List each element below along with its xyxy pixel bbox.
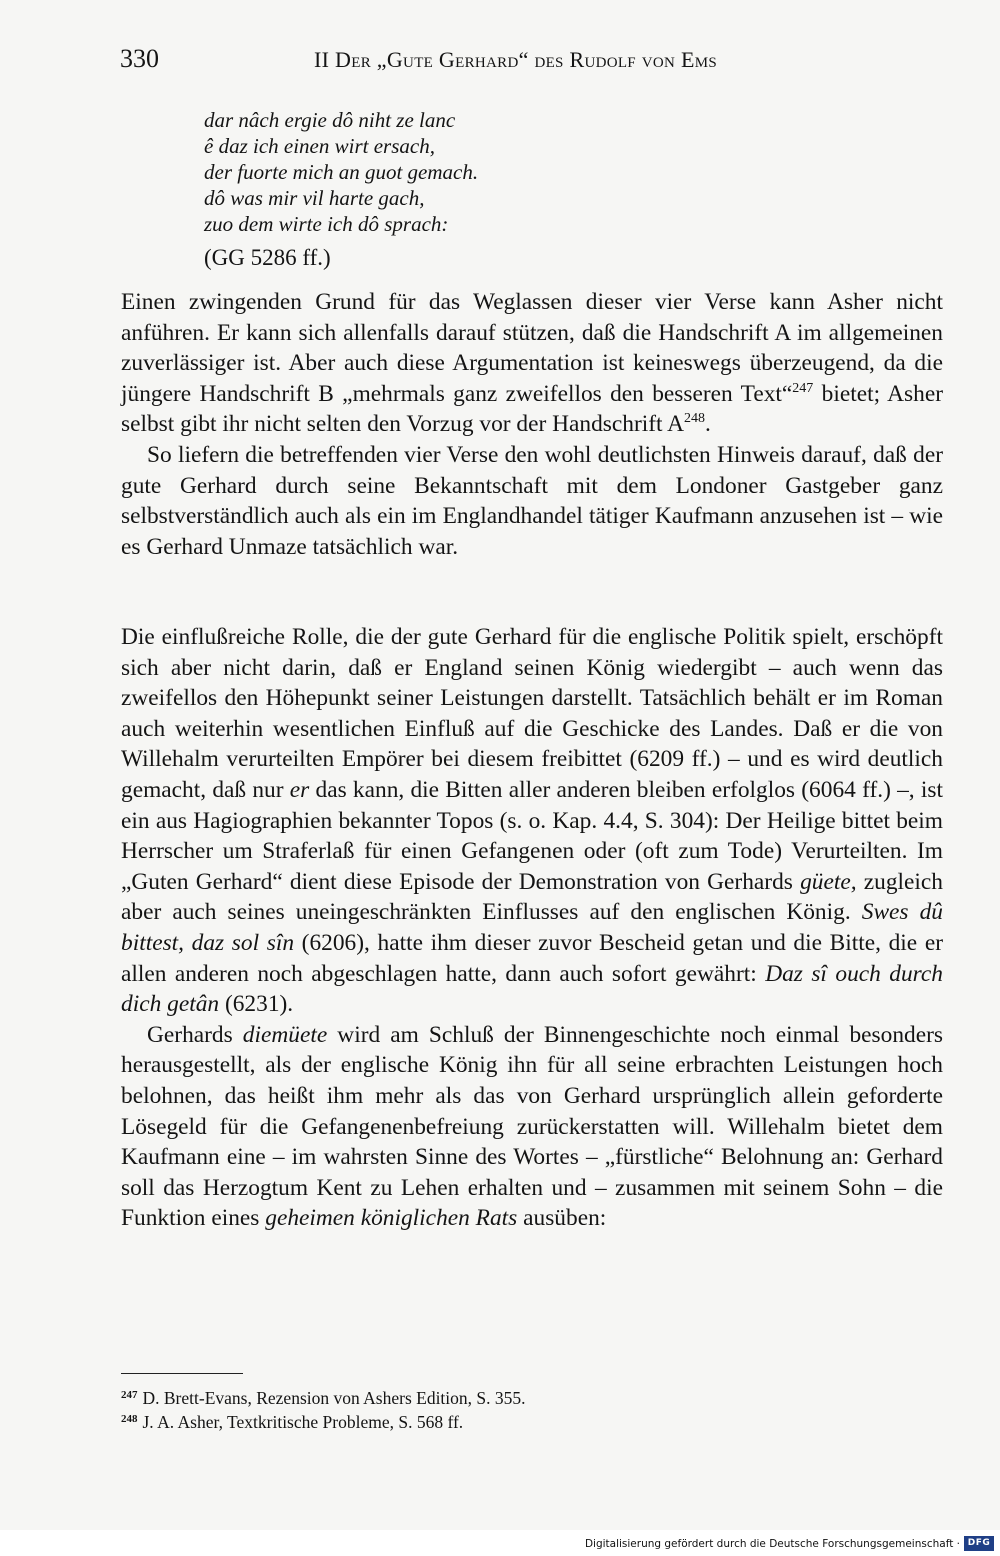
paragraph	[121, 287, 943, 440]
verse-line: der fuorte mich an guot gemach.	[204, 160, 479, 184]
body-text-section-1	[121, 287, 943, 562]
funding-credit: Digitalisierung gefördert durch die Deutsche Forschungsgemeinschaft ·	[584, 1538, 960, 1550]
page-header	[118, 44, 948, 80]
running-head: II Der „Gute Gerhard“ des Rudolf von Ems	[314, 47, 717, 72]
paragraph	[121, 440, 943, 562]
footnote	[121, 1386, 821, 1410]
italic-quote: güete,	[800, 868, 857, 895]
verse-reference: (GG 5286 ff.)	[204, 245, 331, 270]
page-number: 330	[120, 44, 159, 73]
paragraph	[121, 1020, 943, 1234]
verse-line: zuo dem wirte ich dô sprach:	[204, 212, 449, 236]
italic-quote: Swes dû bittest, daz sol sîn	[121, 899, 943, 956]
footnote	[121, 1410, 821, 1434]
text-run: zugleich aber auch seines uneingeschränkten Einflusses auf den englischen König.	[121, 868, 943, 926]
text-run: wird am Schluß der Binnengeschichte noch einmal besonders herausgestellt, als der englische König ihn für all seine erbrachten Leistungen hoch belohnen, das heißt ihm mehr als das von Gerhard ursprünglich allein geforderte Lösegeld für die Gefangenenbefreiung zurückerstatten will. Willehalm bietet dem Kaufmann eine – im wahrsten Sinne des Wortes – „fürstliche“ Belohnung an: Gerhard soll das Herzogtum Kent zu Lehen erhalten und – zusammen mit seinem Sohn – die Funktion eines	[121, 1021, 943, 1232]
verse-line: ê daz ich einen wirt ersach,	[204, 134, 435, 158]
dfg-logo-icon: DFG	[964, 1536, 994, 1551]
verse-quotation	[204, 107, 724, 273]
footnote-text: D. Brett-Evans, Rezension von Ashers Edition, S. 355.	[142, 1388, 526, 1408]
digitization-footer	[0, 1530, 1000, 1556]
footnote-mark: 247	[121, 1389, 138, 1401]
text-run: So liefern die betreffenden vier Verse den wohl deutlichsten Hinweis darauf, daß der gute Gerhard durch seine Bekanntschaft mit dem Londoner Gastgeber ganz selbstverständlich auch als ein im Englandhandel tätiger Kaufmann anzusehen ist – wie es Gerhard Unmaze tatsächlich war.	[121, 441, 943, 560]
footnote-mark: 248	[121, 1413, 138, 1425]
text-run: (6231).	[219, 991, 294, 1018]
footnote-text: J. A. Asher, Textkritische Probleme, S. 568 ff.	[142, 1412, 464, 1432]
paragraph	[121, 622, 943, 1020]
text-run: Einen zwingenden Grund für das Weglassen dieser vier Verse kann Asher nicht anführen. Er kann sich allenfalls darauf stützen, daß die Handschrift A im allgemeinen zuverlässiger ist. Aber auch diese Argumentation ist keineswegs überzeugend, da die jüngere Handschrift B „mehrmals ganz zweifellos den besseren Text“	[121, 289, 943, 407]
text-run: Die einflußreiche Rolle, die der gute Gerhard für die englische Politik spielt, erschöpft sich aber nicht darin, daß er England seinen König wiedergibt – auch wenn das zweifellos den Höhepunkt seiner Leistungen darstellt. Tatsächlich behält er im Roman auch weiterhin wesentlichen Einfluß auf die Geschicke des Landes. Daß er die von Willehalm verurteilten Empörer bei diesem freibittet (6209 ff.) – und es wird deutlich gemacht, daß nur	[121, 624, 943, 803]
verse-line: dô was mir vil harte gach,	[204, 186, 425, 210]
text-run: das kann, die Bitten aller anderen bleiben erfolglos (6064 ff.) –, ist ein aus Hagiographien bekannter Topos (s. o. Kap. 4.4, S. 304): Der Heilige bittet beim Herrscher um Straferlaß für einen Gefangenen oder (oft zum Tode) Verurteilten. Im „Guten Gerhard“ dient diese Episode der Demonstration von Gerhards	[121, 776, 943, 895]
italic-quote: Daz sî ouch durch dich getân	[121, 960, 943, 1018]
footnotes	[121, 1386, 821, 1434]
text-run: bietet; Asher selbst gibt ihr nicht selten den Vorzug vor der Handschrift A	[121, 380, 943, 438]
body-text-section-2	[121, 622, 943, 1234]
text-run: .	[705, 411, 711, 438]
italic-quote: er	[289, 776, 310, 803]
footnote-divider	[121, 1373, 243, 1374]
text-run: ausüben:	[517, 1205, 607, 1232]
footnote-reference: 248	[684, 411, 706, 427]
footnote-reference: 247	[792, 380, 814, 396]
italic-quote: diemüete	[242, 1021, 328, 1048]
verse-line: dar nâch ergie dô niht ze lanc	[204, 108, 456, 132]
italic-quote: geheimen königlichen Rats	[265, 1205, 518, 1232]
text-run: (6206), hatte ihm dieser zuvor Bescheid getan und die Bitte, die er allen anderen noch abgeschlagen hatte, dann auch sofort gewährt:	[121, 929, 943, 987]
text-run: Gerhards	[147, 1021, 243, 1048]
